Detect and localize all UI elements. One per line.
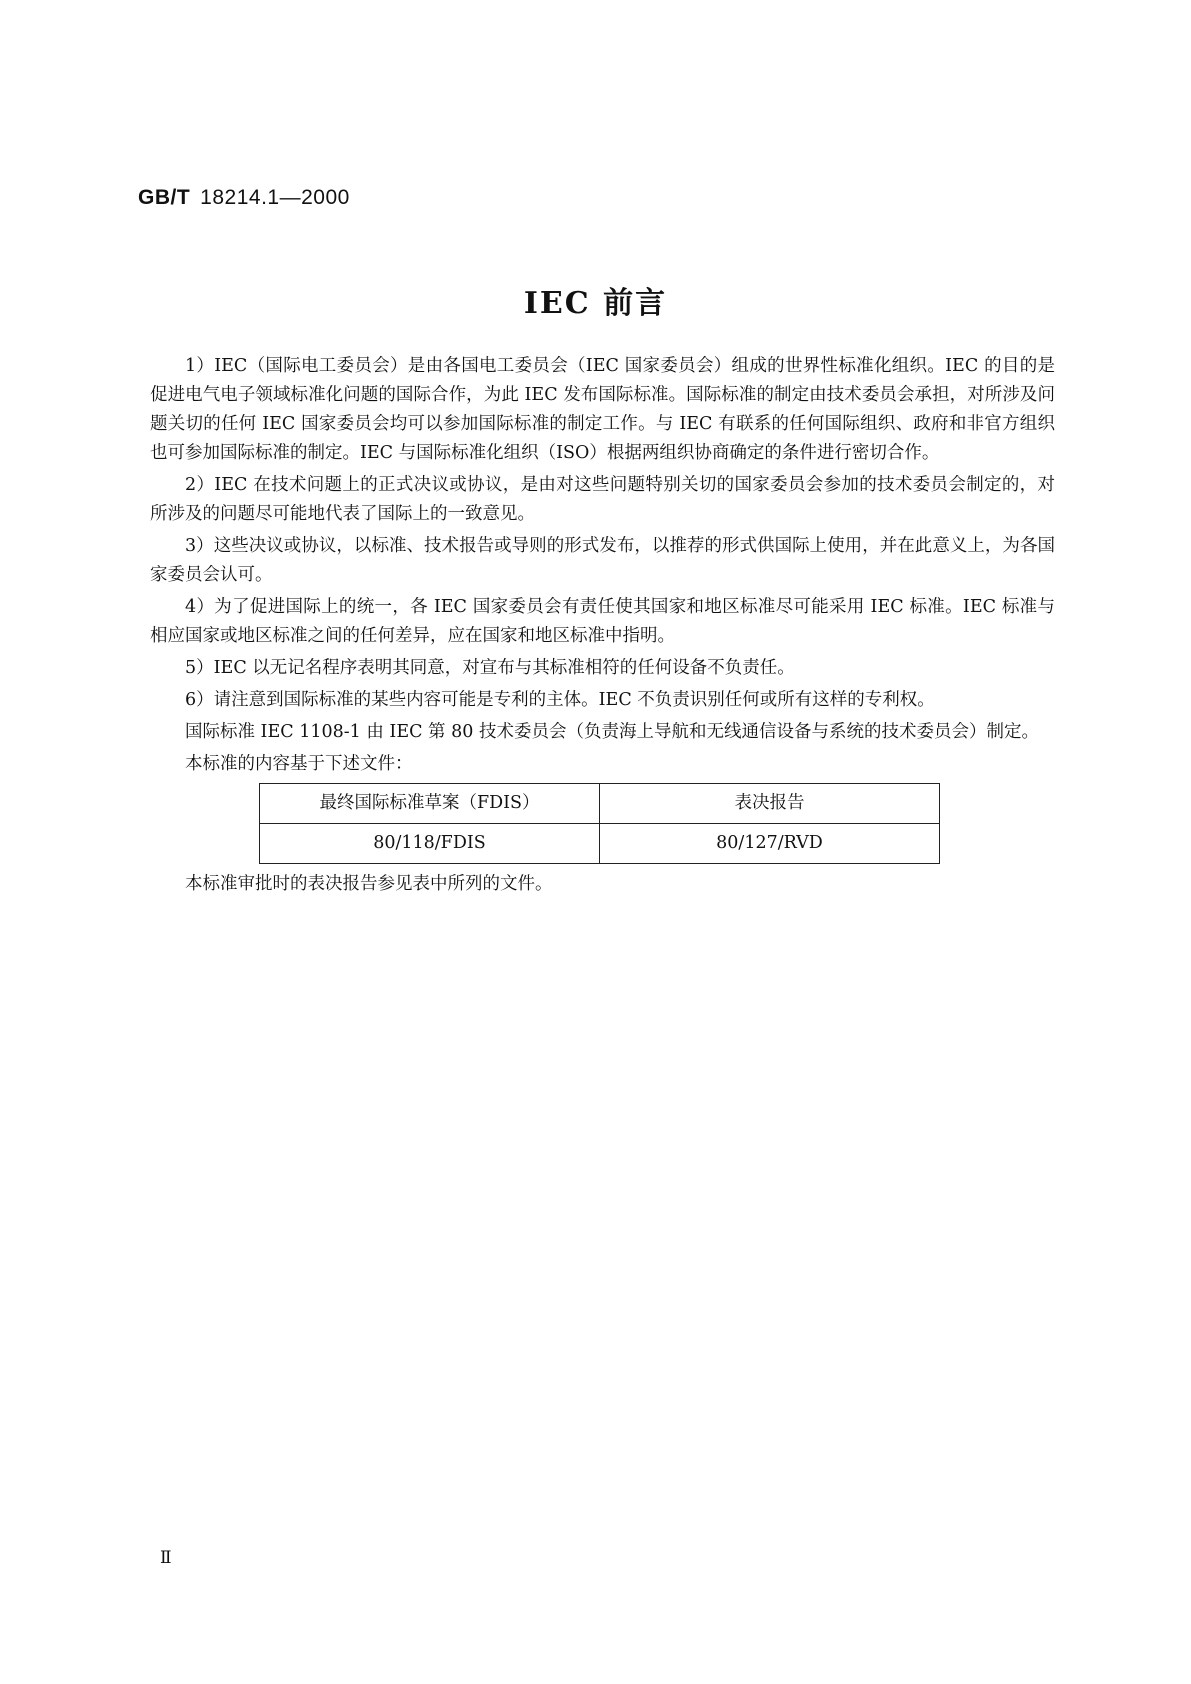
standard-prefix: GB/T xyxy=(138,186,191,209)
standard-code xyxy=(138,186,350,210)
paragraph-based-on: 本标准的内容基于下述文件： xyxy=(185,754,413,774)
paragraph-2: 2）IEC 在技术问题上的正式决议或协议，是由对这些问题特别关切的国家委员会参加的技术委员会制定的，对所涉及的问题尽可能地代表了国际上的一致意见。 xyxy=(150,475,1055,524)
document-body xyxy=(150,352,1055,902)
table-header-rvd: 表决报告 xyxy=(600,784,940,824)
paragraph-committee: 国际标准 IEC 1108-1 由 IEC 第 80 技术委员会（负责海上导航和无线通信设备与系统的技术委员会）制定。 xyxy=(185,722,1039,742)
table-cell-fdis: 80/118/FDIS xyxy=(260,824,600,864)
documents-table xyxy=(259,783,940,864)
page-title: IEC 前言 xyxy=(523,286,668,321)
table-header-row xyxy=(260,784,940,824)
paragraph-1: 1）IEC（国际电工委员会）是由各国电工委员会（IEC 国家委员会）组成的世界性标准化组织。IEC 的目的是促进电气电子领域标准化问题的国际合作，为此 IEC 发布国际标准。国际标准的制定由技术委员会承担，对所涉及问题关切的任何 IEC 国家委员会均可以参加国际标准的制定工作。与 IEC 有联系的任何国际组织、政府和非官方组织也可参加国际标准的制定。IEC 与国际标准化组织（ISO）根据两组织协商确定的条件进行密切合作。 xyxy=(150,356,1055,463)
table-cell-rvd: 80/127/RVD xyxy=(600,824,940,864)
paragraph-4: 4）为了促进国际上的统一，各 IEC 国家委员会有责任使其国家和地区标准尽可能采用 IEC 标准。IEC 标准与相应国家或地区标准之间的任何差异，应在国家和地区标准中指明。 xyxy=(150,597,1055,646)
paragraph-6: 6）请注意到国际标准的某些内容可能是专利的主体。IEC 不负责识别任何或所有这样的专利权。 xyxy=(185,690,935,710)
paragraph-closing: 本标准审批时的表决报告参见表中所列的文件。 xyxy=(185,874,553,894)
table-header-fdis: 最终国际标准草案（FDIS） xyxy=(260,784,600,824)
paragraph-5: 5）IEC 以无记名程序表明其同意，对宣布与其标准相符的任何设备不负责任。 xyxy=(185,658,795,678)
table-row xyxy=(260,824,940,864)
paragraph-3: 3）这些决议或协议，以标准、技术报告或导则的形式发布，以推荐的形式供国际上使用，并在此意义上，为各国家委员会认可。 xyxy=(150,536,1055,585)
standard-number: 18214.1—2000 xyxy=(200,186,350,209)
page-number: Ⅱ xyxy=(160,1548,172,1567)
